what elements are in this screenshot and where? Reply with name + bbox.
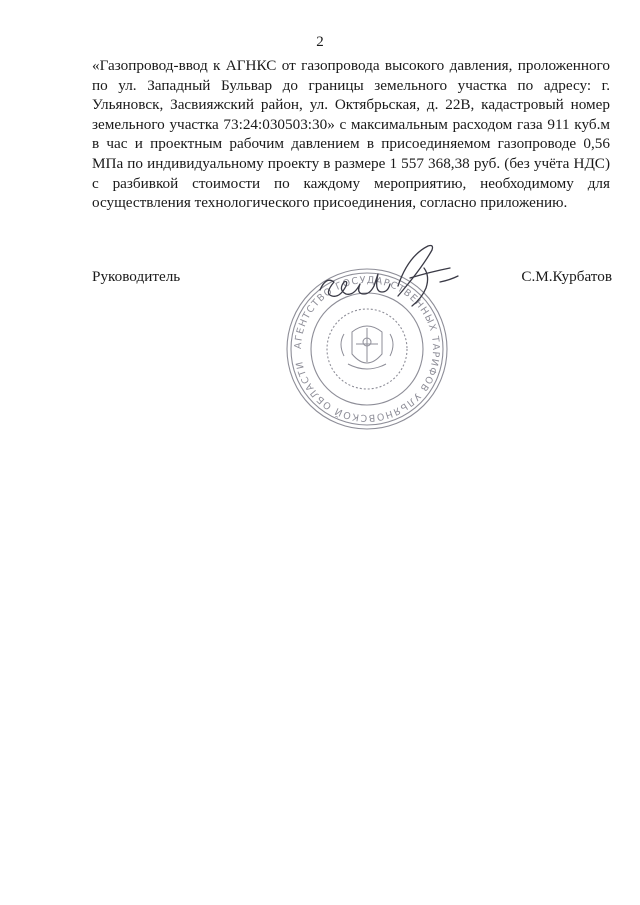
svg-text:АГЕНТСТВО ГОСУДАРСТВЕННЫХ ТАРИ: АГЕНТСТВО ГОСУДАРСТВЕННЫХ ТАРИФОВ УЛЬЯНОВСКОЙ ОБЛАСТИ xyxy=(292,274,442,424)
handwritten-signature xyxy=(300,238,470,318)
body-text xyxy=(92,56,610,213)
page-number: 2 xyxy=(316,34,324,50)
signatory-name: С.М.Курбатов xyxy=(521,268,612,285)
signature-block xyxy=(0,244,640,444)
position-title: Руководитель xyxy=(92,268,181,285)
body-paragraph: «Газопровод-ввод к АГНКС от газопровода высокого давления, проложенного по ул. Западный Бульвар до границы земельного участка по адресу: г. Ульяновск, Засвияжский район, ул. Октябрьская, д. 22В, кадастровый номер земельного участка 73:24:030503:30» с максимальным расходом газа 911 куб.м в час и проектным рабочим давлением в присоединяемом газопроводе 0,56 МПа по индивидуальному проекту в размере 1 557 368,38 руб. (без учёта НДС) с разбивкой стоимости по каждому мероприятию, необходимому для осуществления технологического присоединения, согласно приложению. xyxy=(92,57,610,212)
